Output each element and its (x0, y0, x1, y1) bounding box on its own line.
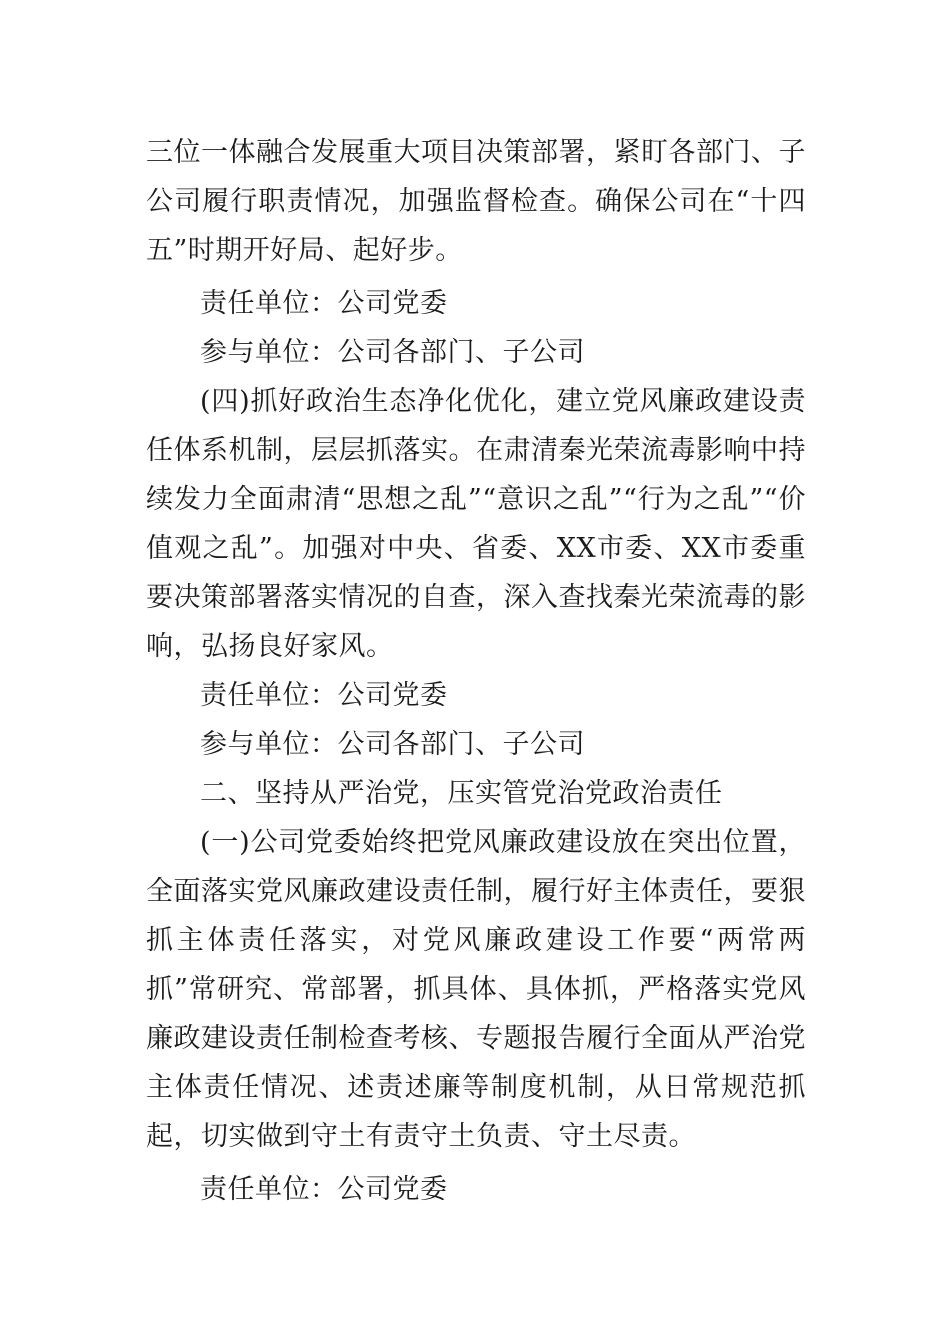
section-heading: 二、坚持从严治党，压实管党治党政治责任 (200, 778, 723, 809)
paragraph-section-4: (四)抓好政治生态净化优化，建立党风廉政建设责任体系机制，层层抓落实。在肃清秦光荣流毒影响中持续发力全面肃清“思想之乱”“意识之乱”“行为之乱”“价值观之乱”。加强对中央、省委、XX市委、XX市委重要决策部署落实情况的自查，深入查找秦光荣流毒的影响，弘扬良好家风。 (146, 386, 806, 662)
document-body (146, 128, 806, 1214)
participating-unit: 参与单位：公司各部门、子公司 (200, 729, 585, 760)
paragraph-section-1: (一)公司党委始终把党风廉政建设放在突出位置，全面落实党风廉政建设责任制，履行好主体责任，要狠抓主体责任落实，对党风廉政建设工作要“两常两抓”常研究、常部署，抓具体、具体抓，严格落实党风廉政建设责任制检查考核、专题报告履行全面从严治党主体责任情况、述责述廉等制度机制，从日常规范抓起，切实做到守土有责守土负责、守土尽责。 (146, 827, 806, 1152)
responsible-unit: 责任单位：公司党委 (200, 1174, 448, 1205)
responsible-unit: 责任单位：公司党委 (200, 680, 448, 711)
participating-unit: 参与单位：公司各部门、子公司 (200, 337, 585, 368)
responsible-unit: 责任单位：公司党委 (200, 288, 448, 319)
paragraph-continuation: 三位一体融合发展重大项目决策部署，紧盯各部门、子公司履行职责情况，加强监督检查。确保公司在“十四五”时期开好局、起好步。 (146, 137, 806, 266)
